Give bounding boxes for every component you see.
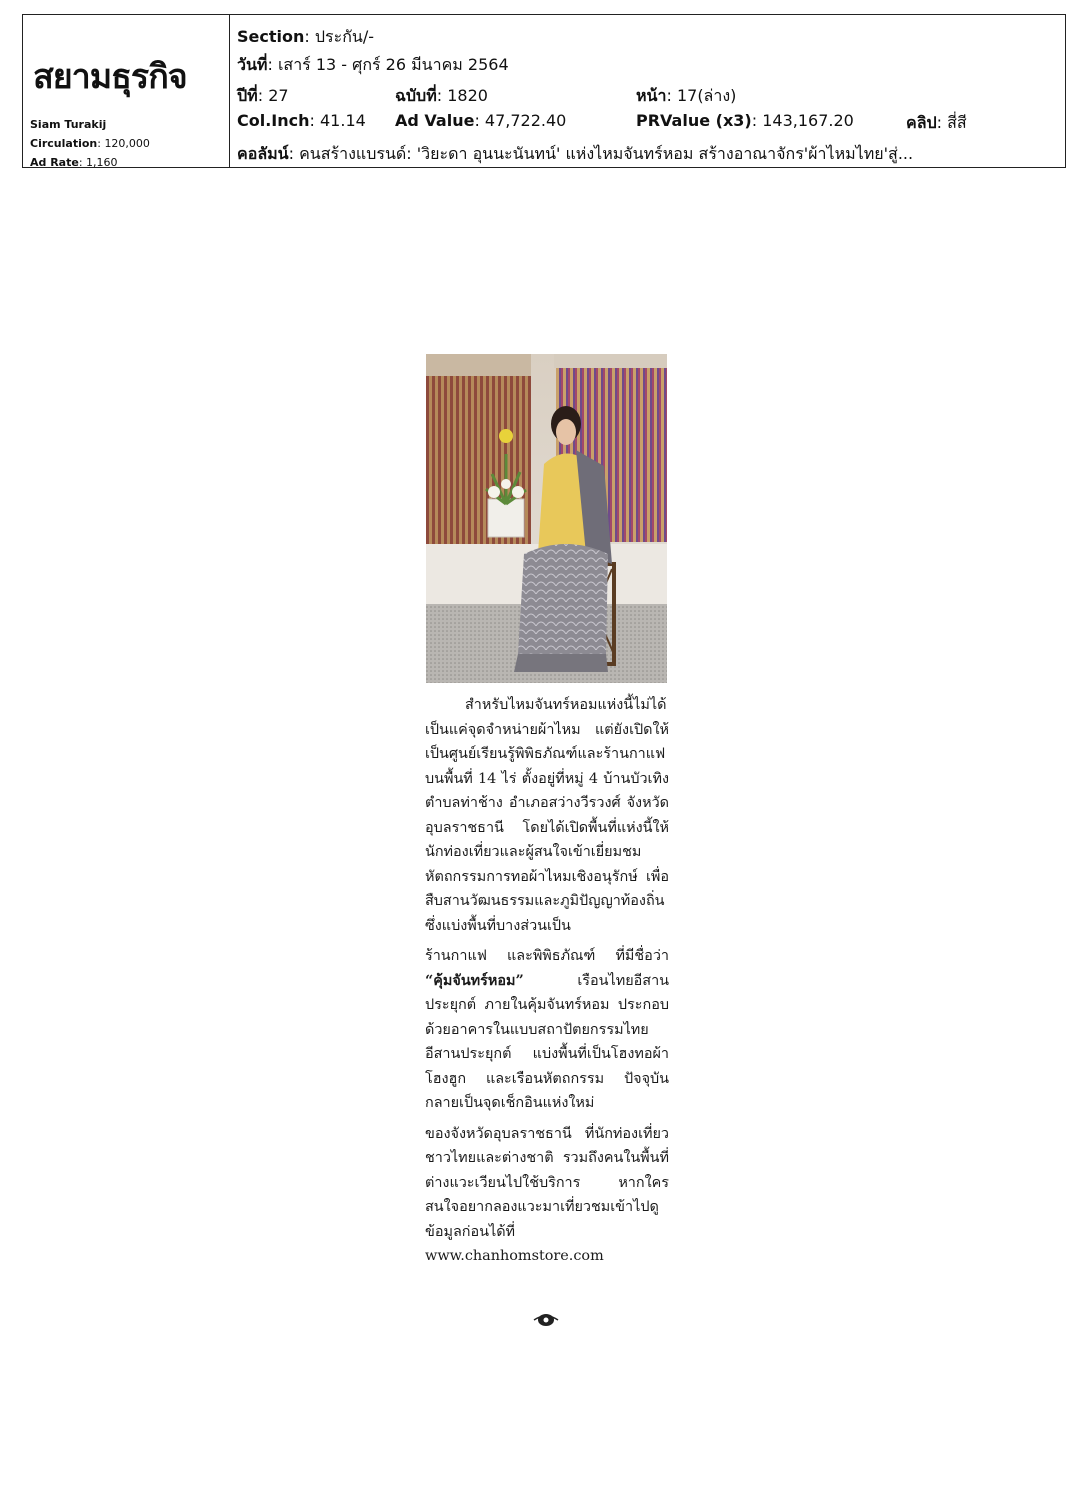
article-photo xyxy=(426,354,667,683)
year-cell: ปีที่: 27 xyxy=(237,86,289,105)
date-row: วันที่: เสาร์ 13 - ศุกร์ 26 มีนาคม 2564 xyxy=(237,55,509,74)
article-paragraph-3: ของจังหวัดอุบลราชธานี ที่นักท่องเที่ยวชาวไทยและต่างชาติ รวมถึงคนในพื้นที่ต่างแวะเวียนไปใช้บริการ หากใครสนใจอยากลองแวะมาเที่ยวชมเข้าไปดูข้อมูลก่อนได้ที่ www.chanhomstore.com xyxy=(425,1125,669,1264)
column-label: คอลัมน์ xyxy=(237,144,289,163)
column-value: คนสร้างแบรนด์: 'วิยะดา อุนนะนันทน์' แห่งไหมจันทร์หอม สร้างอาณาจักร'ผ้าไหมไทย'สู่... xyxy=(299,144,914,163)
article-paragraph-2 xyxy=(425,944,669,1116)
clipping-header xyxy=(22,14,1066,168)
section-value: ประกัน/- xyxy=(314,27,374,46)
article-paragraph-2-post: เรือนไทยอีสานประยุกต์ ภายในคุ้มจันทร์หอม ประกอบด้วยอาคารในแบบสถาปัตยกรรมไทยอีสานประยุกต์ แบ่งพื้นที่เป็นโฮงทอผ้า โฮงฮูก และเรือนหัตถกรรม ปัจจุบันกลายเป็นจุดเช็กอินแห่งใหม่ xyxy=(425,972,669,1111)
page-value: 17(ล่าง) xyxy=(676,86,737,105)
clip-value: สี่สี xyxy=(947,113,967,132)
clip-label: คลิป xyxy=(906,113,937,132)
year-label: ปีที่ xyxy=(237,86,258,105)
newspaper-logo: สยามธุรกิจ xyxy=(33,57,187,97)
ad-rate-value: 1,160 xyxy=(86,156,118,169)
issue-label: ฉบับที่ xyxy=(395,86,437,105)
year-value: 27 xyxy=(268,86,289,105)
page-label: หน้า xyxy=(636,86,667,105)
circulation-value: 120,000 xyxy=(104,137,150,150)
venue-name: “คุ้มจันทร์หอม” xyxy=(425,971,524,989)
publication-name: Siam Turakij xyxy=(30,118,107,131)
section-row: Section: ประกัน/- xyxy=(237,27,374,46)
ad-rate-label: Ad Rate xyxy=(30,156,79,169)
date-value: เสาร์ 13 - ศุกร์ 26 มีนาคม 2564 xyxy=(277,55,509,74)
column-row: คอลัมน์: คนสร้างแบรนด์: 'วิยะดา อุนนะนันทน์' แห่งไหมจันทร์หอม สร้างอาณาจักร'ผ้าไหมไทย'สู่... xyxy=(237,144,914,163)
colinch-value: 41.14 xyxy=(320,111,366,130)
page-cell: หน้า: 17(ล่าง) xyxy=(636,86,737,105)
ad-value-cell: Ad Value: 47,722.40 xyxy=(395,111,567,130)
article-paragraph-2-pre: ร้านกาแฟ และพิพิธภัณฑ์ ที่มีชื่อว่า xyxy=(425,948,669,964)
publication-info: Siam Turakij Circulation: 120,000 Ad Rate: 1,160 xyxy=(30,118,150,169)
colinch-cell: Col.Inch: 41.14 xyxy=(237,111,366,130)
metadata-panel xyxy=(230,15,1065,167)
date-label: วันที่ xyxy=(237,55,268,74)
article-body xyxy=(425,693,669,1275)
issue-cell: ฉบับที่: 1820 xyxy=(395,86,488,105)
publication-panel xyxy=(23,15,230,167)
ad-value-value: 47,722.40 xyxy=(484,111,567,130)
colinch-label: Col.Inch xyxy=(237,111,310,130)
article-paragraph-1: สำหรับไหมจันทร์หอมแห่งนี้ไม่ได้เป็นแค่จุดจำหน่ายผ้าไหม แต่ยังเปิดให้เป็นศูนย์เรียนรู้พิพิธภัณฑ์และร้านกาแฟ บนพื้นที่ 14 ไร่ ตั้งอยู่ที่หมู่ 4 บ้านบัวเทิง ตำบลท่าช้าง อำเภอสว่างวีรวงศ์ จังหวัดอุบลราชธานี โดยได้เปิดพื้นที่แห่งนี้ให้นักท่องเที่ยวและผู้สนใจเข้าเยี่ยมชมหัตถกรรมการทอผ้าไหมเชิงอนุรักษ์ เพื่อสืบสานวัฒนธรรมและภูมิปัญญาท้องถิ่น ซึ่งแบ่งพื้นที่บางส่วนเป็น xyxy=(425,697,669,934)
ad-value-label: Ad Value xyxy=(395,111,475,130)
pr-value-cell: PRValue (x3): 143,167.20 xyxy=(636,111,854,130)
woman-in-silk-photo xyxy=(426,354,667,683)
section-label: Section xyxy=(237,27,305,46)
pr-value-value: 143,167.20 xyxy=(762,111,854,130)
end-of-article-icon xyxy=(532,1312,560,1328)
issue-value: 1820 xyxy=(447,86,488,105)
circulation-label: Circulation xyxy=(30,137,98,150)
pr-value-label: PRValue (x3) xyxy=(636,111,752,130)
clip-cell: คลิป: สี่สี xyxy=(906,113,967,132)
